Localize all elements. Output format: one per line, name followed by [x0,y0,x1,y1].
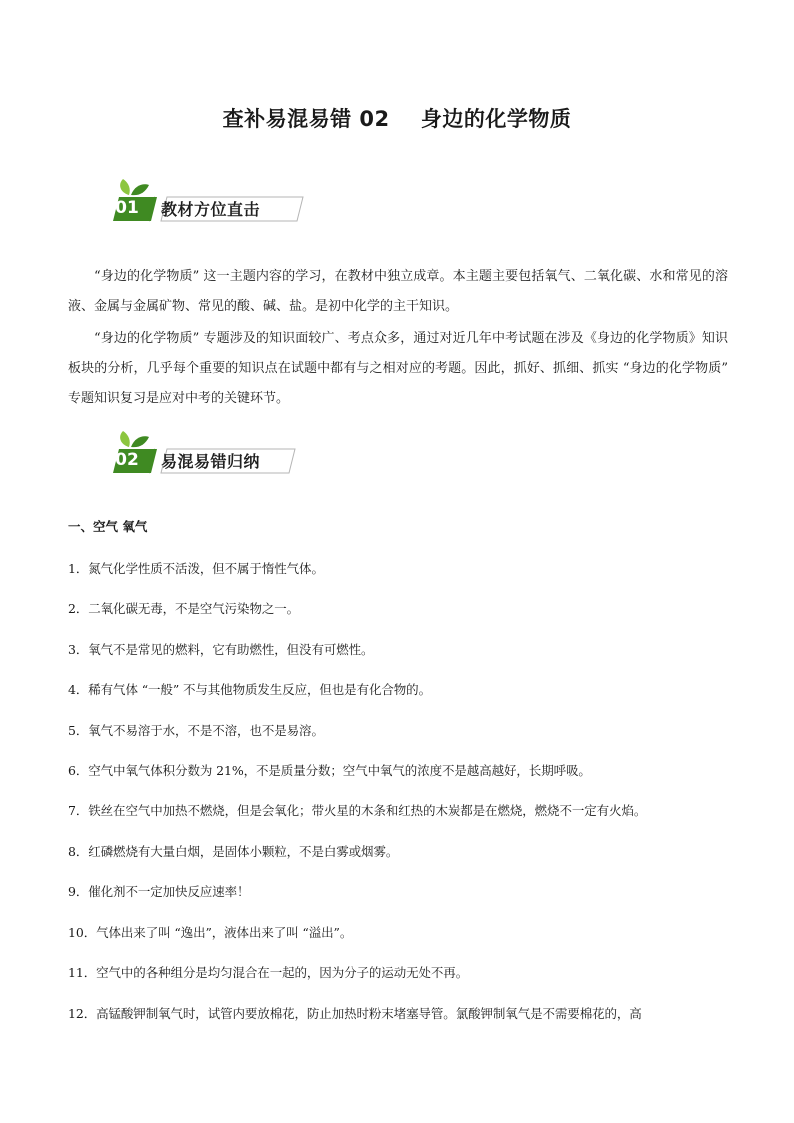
list-item: 6．空气中氧气体积分数为 21%，不是质量分数；空气中氧气的浓度不是越高越好，长期呼吸。 [68,763,591,778]
list-item: 11．空气中的各种组分是均匀混合在一起的，因为分子的运动无处不再。 [68,965,469,980]
list-item: 1．氮气化学性质不活泼，但不属于惰性气体。 [68,561,324,576]
list-item: 3．氧气不是常见的燃料，它有助燃性，但没有可燃性。 [68,642,374,657]
section-banner-01 [99,177,309,225]
list-item: 12．高锰酸钾制氧气时，试管内要放棉花，防止加热时粉末堵塞导管。氯酸钾制氧气是不需要棉花的，高 [68,1006,642,1021]
section-title: 教材方位直击 [161,200,261,219]
intro-paragraph-1: “身边的化学物质” 这一主题内容的学习，在教材中独立成章。本主题主要包括氧气、二氧化碳、水和常见的溶液、金属与金属矿物、常见的酸、碱、盐。是初中化学的主干知识。 [68,269,728,314]
intro-paragraph-2: “身边的化学物质” 专题涉及的知识面较广、考点众多，通过对近几年中考试题在涉及《身边的化学物质》知识板块的分析，几乎每个重要的知识点在试题中都有与之相对应的考题。因此，抓好、抓细、抓实 “身边的化学物质” 专题知识复习是应对中考的关键环节。 [68,331,728,406]
list-item: 10．气体出来了叫 “逸出”，液体出来了叫 “溢出”。 [68,925,353,940]
subheading-air-oxygen: 一、空气 氧气 [68,519,148,534]
section-title: 易混易错归纳 [161,452,261,471]
list-item: 5．氧气不易溶于水，不是不溶，也不是易溶。 [68,723,324,738]
list-item: 4．稀有气体 “一般” 不与其他物质发生反应，但也是有化合物的。 [68,682,431,697]
section-banner-02 [99,429,309,477]
leaf-icon [120,431,149,447]
leaf-icon [120,179,149,195]
section-number: 02 [115,450,139,470]
list-item: 8．红磷燃烧有大量白烟，是固体小颗粒，不是白雾或烟雾。 [68,844,399,859]
list-item: 7．铁丝在空气中加热不燃烧，但是会氧化；带火星的木条和红热的木炭都是在燃烧，燃烧不一定有火焰。 [68,803,647,818]
page-title: 查补易混易错 02 身边的化学物质 [222,107,572,131]
list-item: 9．催化剂不一定加快反应速率！ [68,884,250,899]
list-item: 2．二氧化碳无毒，不是空气污染物之一。 [68,601,300,616]
section-number: 01 [115,198,139,218]
